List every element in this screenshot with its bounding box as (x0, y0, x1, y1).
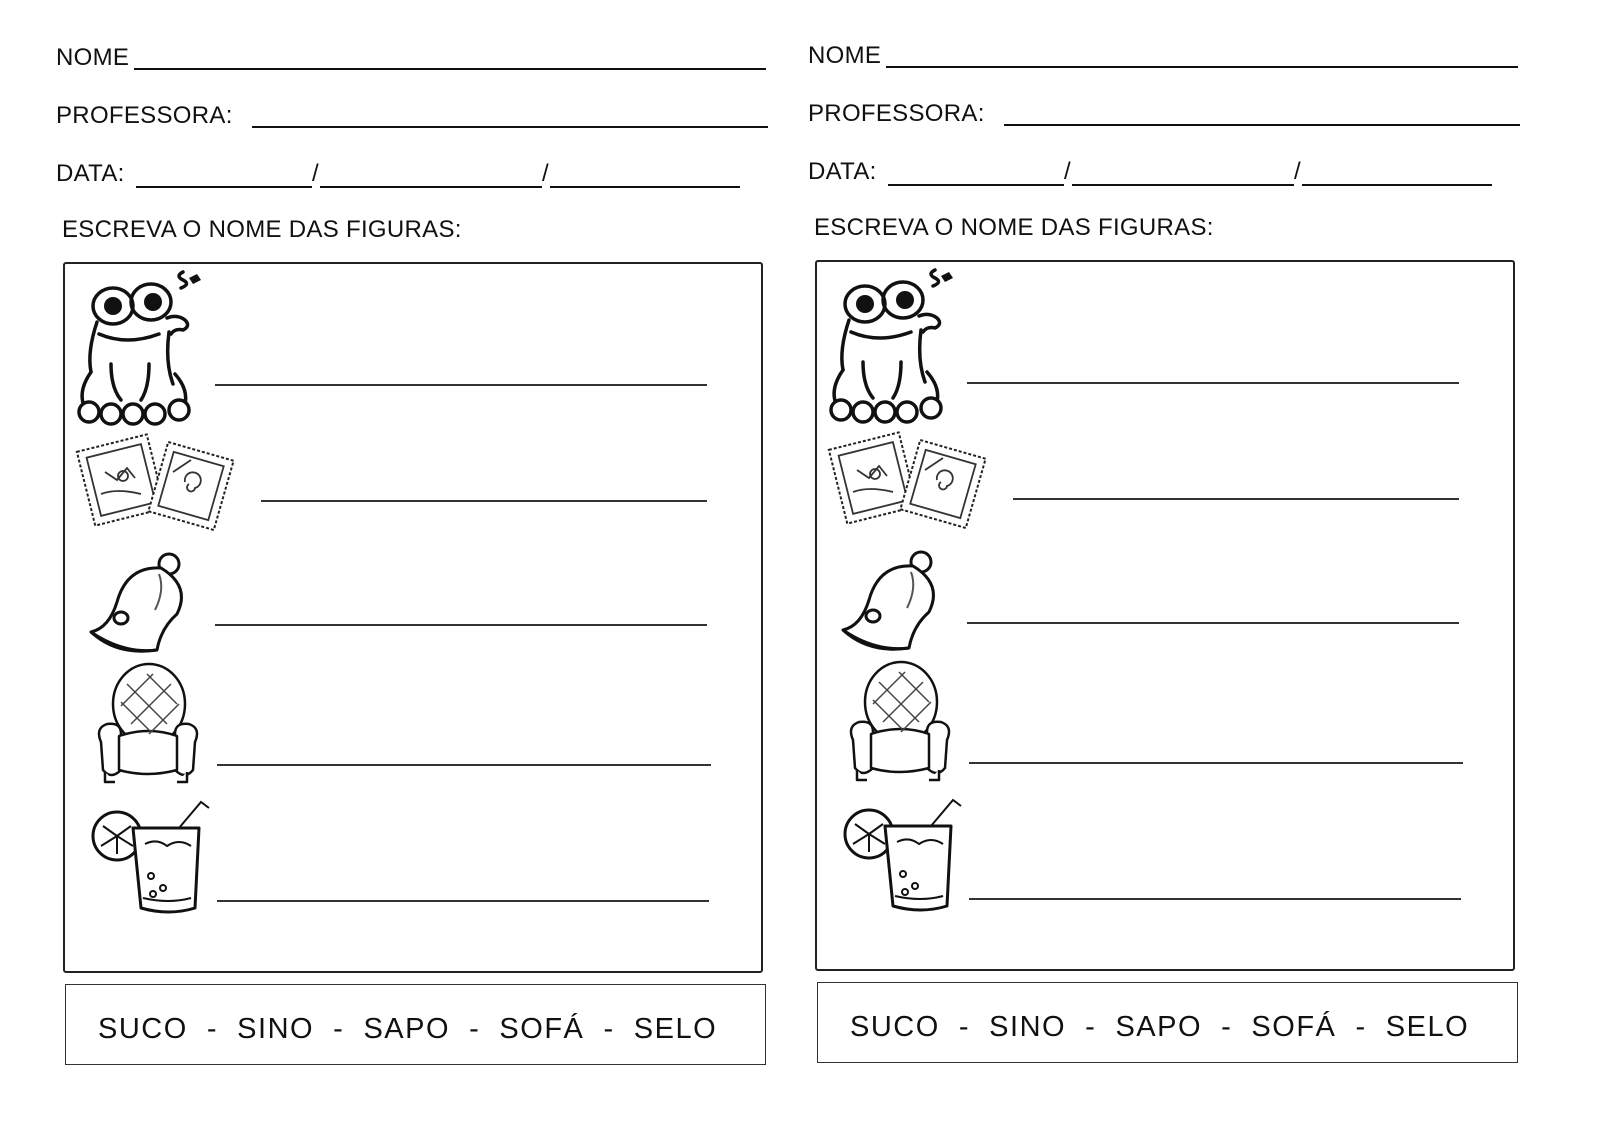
bell-icon (87, 548, 195, 656)
pictures-box (63, 262, 763, 973)
pictures-box (815, 260, 1515, 971)
answer-line[interactable] (1013, 498, 1459, 500)
teacher-label: PROFESSORA: (56, 102, 233, 129)
worksheet-left (0, 0, 760, 1131)
stamps-icon (825, 430, 993, 534)
date-slash: / (542, 160, 549, 187)
juice-icon (843, 796, 973, 916)
answer-line[interactable] (261, 500, 707, 502)
answer-line[interactable] (969, 762, 1463, 764)
answer-line[interactable] (217, 900, 709, 902)
armchair-icon (91, 662, 203, 790)
stamps-icon (73, 432, 241, 536)
answer-line[interactable] (215, 384, 707, 386)
bell-icon (839, 546, 947, 654)
name-label: NOME (808, 42, 882, 69)
worksheet-right (752, 0, 1512, 1131)
juice-icon (91, 798, 221, 918)
name-line[interactable] (134, 68, 766, 70)
instruction: ESCREVA O NOME DAS FIGURAS: (814, 214, 1214, 241)
teacher-label: PROFESSORA: (808, 100, 985, 127)
answer-line[interactable] (967, 382, 1459, 384)
date-slash: / (1064, 158, 1071, 185)
date-month-line[interactable] (320, 186, 542, 188)
date-day-line[interactable] (888, 184, 1064, 186)
date-label: DATA: (808, 158, 877, 185)
frog-icon (71, 264, 207, 426)
word-bank (65, 984, 766, 1065)
answer-line[interactable] (215, 624, 707, 626)
answer-line[interactable] (217, 764, 711, 766)
date-day-line[interactable] (136, 186, 312, 188)
teacher-line[interactable] (1004, 124, 1520, 126)
frog-icon (823, 262, 959, 424)
date-year-line[interactable] (1302, 184, 1492, 186)
answer-line[interactable] (967, 622, 1459, 624)
answer-line[interactable] (969, 898, 1461, 900)
teacher-line[interactable] (252, 126, 768, 128)
date-label: DATA: (56, 160, 125, 187)
armchair-icon (843, 660, 955, 788)
word-bank-text: SUCO - SINO - SAPO - SOFÁ - SELO (850, 1011, 1470, 1043)
name-label: NOME (56, 44, 130, 71)
date-month-line[interactable] (1072, 184, 1294, 186)
date-year-line[interactable] (550, 186, 740, 188)
name-line[interactable] (886, 66, 1518, 68)
date-slash: / (312, 160, 319, 187)
word-bank-text: SUCO - SINO - SAPO - SOFÁ - SELO (98, 1013, 718, 1045)
word-bank (817, 982, 1518, 1063)
date-slash: / (1294, 158, 1301, 185)
instruction: ESCREVA O NOME DAS FIGURAS: (62, 216, 462, 243)
